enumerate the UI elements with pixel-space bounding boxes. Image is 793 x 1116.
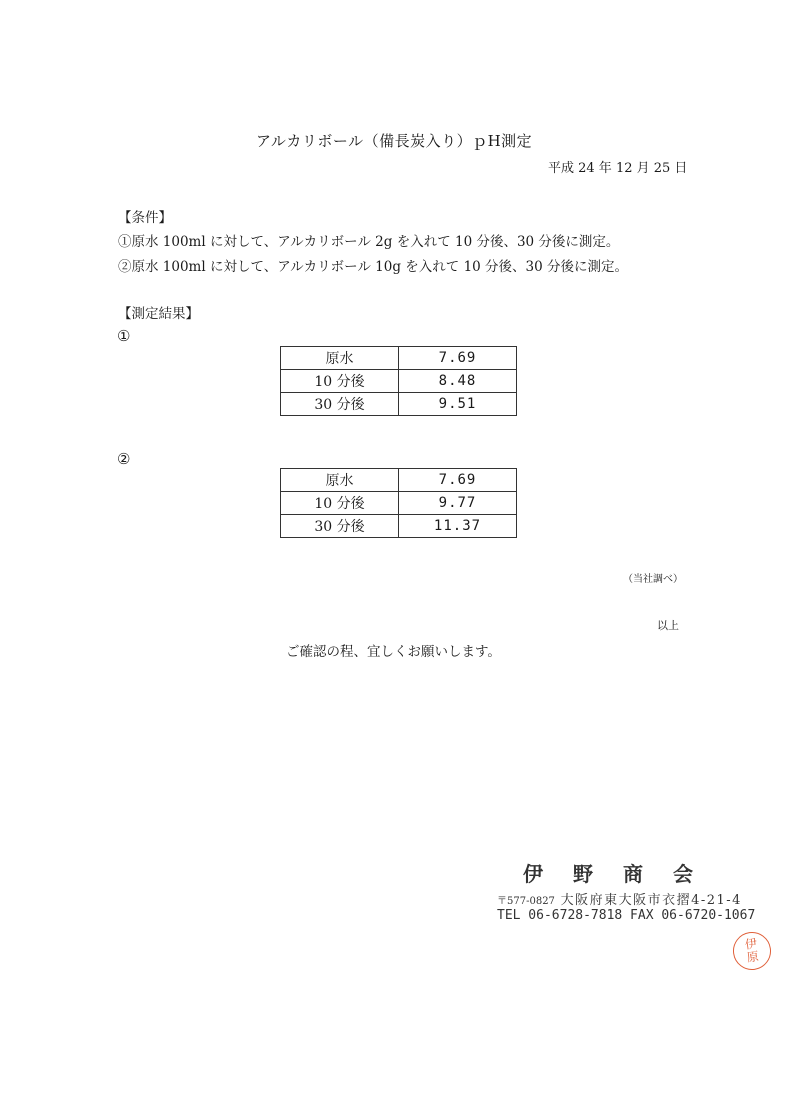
company-address [497,889,742,908]
document-title: アルカリボール（備長炭入り）ｐH測定 [256,132,533,150]
row-value: 9.51 [399,393,517,416]
table-row [281,515,517,538]
row-label: 10 分後 [281,492,399,515]
row-label: 30 分後 [281,515,399,538]
table-row [281,393,517,416]
conditions-heading: 【条件】 [118,210,172,226]
condition-item-1: ①原水 100ml に対して、アルカリボール 2g を入れて 10 分後、30 分後に測定。 [118,234,620,250]
table-row [281,469,517,492]
source-note: （当社調べ） [623,574,683,585]
result-table-2 [280,468,517,538]
end-mark: 以上 [657,619,679,632]
seal-char-2: 原 [745,949,760,965]
row-label: 原水 [281,469,399,492]
row-value: 7.69 [399,347,517,370]
result-table-1 [280,346,517,416]
condition-item-2: ②原水 100ml に対して、アルカリボール 10g を入れて 10 分後、30 分後に測定。 [118,259,629,275]
row-value: 11.37 [399,515,517,538]
row-label: 10 分後 [281,370,399,393]
result-marker-1: ① [117,327,131,345]
table-row [281,492,517,515]
row-label: 30 分後 [281,393,399,416]
row-label: 原水 [281,347,399,370]
hanko-seal-icon [731,930,774,973]
address-text: 大阪府東大阪市衣摺4-21-4 [560,893,742,908]
table-row [281,347,517,370]
row-value: 8.48 [399,370,517,393]
table-row [281,370,517,393]
results-heading: 【測定結果】 [118,306,199,322]
result-marker-2: ② [117,450,131,468]
row-value: 9.77 [399,492,517,515]
company-tel-fax: TEL 06-6728-7818 FAX 06-6720-1067 [497,908,756,923]
closing-text: ご確認の程、宜しくお願いします。 [286,644,501,660]
company-name: 伊野商会 [523,862,723,886]
seal-char-1: 伊 [744,936,758,952]
document-date: 平成 24 年 12 月 25 日 [548,161,688,176]
row-value: 7.69 [399,469,517,492]
postal-code: 〒577-0827 [497,896,555,907]
